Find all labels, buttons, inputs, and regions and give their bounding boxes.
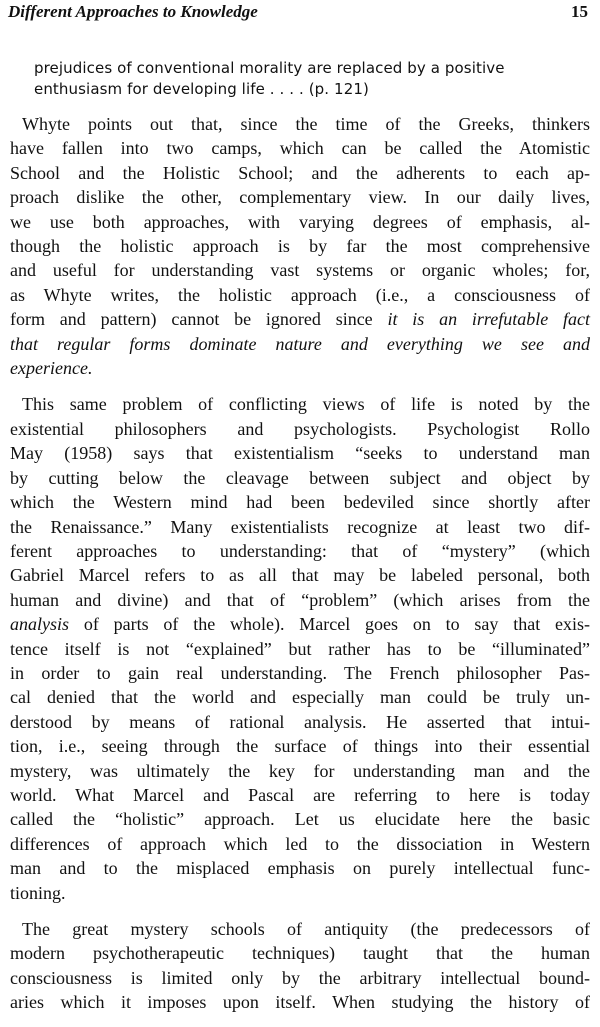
text-line: modern psychotherapeutic techniques) taught that the human: [10, 943, 590, 964]
text-line: we use both approaches, with varying degrees of emphasis, al-: [10, 211, 590, 232]
text-line: which the Western mind had been bedeviled since shortly after: [10, 492, 590, 513]
text-line: differences of approach which led to the dissociation in Western: [10, 833, 590, 854]
text-segment: form and pattern) cannot be ignored since: [10, 309, 388, 330]
emphasized-text: experience.: [10, 358, 93, 379]
text-line: tion, i.e., seeing through the surface of things into their essential: [10, 736, 590, 757]
text-line: Gabriel Marcel refers to as all that may be labeled personal, both: [10, 565, 590, 586]
text-line: [10, 332, 590, 356]
text-line: by cutting below the cleavage between subject and object by: [10, 467, 590, 488]
paragraph-whyte: [10, 112, 590, 380]
page-number: 15: [571, 2, 588, 21]
text-line: in order to gain real understanding. The French philosopher Pas-: [10, 662, 590, 683]
text-line: and useful for understanding vast systems or organic wholes; for,: [10, 260, 590, 281]
text-line: Whyte points out that, since the time of the Greeks, thinkers: [22, 114, 590, 134]
emphasized-text: it is an irrefutable fact: [387, 309, 591, 330]
text-line: The great mystery schools of antiquity (the predecessors of: [22, 919, 590, 939]
block-quote: [34, 58, 582, 100]
paragraph-mystery-schools: [10, 917, 590, 1015]
running-title: Different Approaches to Knowledge: [8, 2, 258, 21]
text-line: man and to the misplaced emphasis on purely intellectual func-: [10, 858, 590, 879]
text-segment: of parts of the whole). Marcel goes on to say that exis-: [69, 614, 590, 635]
text-line: world. What Marcel and Pascal are referring to here is today: [10, 784, 590, 805]
text-line: have fallen into two camps, which can be called the Atomistic: [10, 138, 590, 159]
text-line: tioning.: [10, 882, 66, 903]
text-line: tence itself is not “explained” but rather has to be “illuminated”: [10, 638, 590, 659]
text-line: called the “holistic” approach. Let us elucidate here the basic: [10, 809, 590, 830]
text-line: the Renaissance.” Many existentialists recognize at least two dif-: [10, 516, 590, 537]
paragraph-existential: [10, 392, 590, 905]
text-line: human and divine) and that of “problem” (which arises from the: [10, 589, 590, 610]
quote-line: enthusiasm for developing life . . . . (p. 121): [34, 80, 369, 98]
text-line: [10, 612, 590, 636]
text-line: existential philosophers and psychologists. Psychologist Rollo: [10, 418, 590, 439]
text-line: derstood by means of rational analysis. He asserted that intui-: [10, 711, 590, 732]
text-line: ferent approaches to understanding: that of “mystery” (which: [10, 540, 590, 561]
emphasized-text: analysis: [10, 614, 70, 635]
text-line: This same problem of conflicting views of life is noted by the: [22, 394, 590, 415]
text-line: cal denied that the world and especially man could be truly un-: [10, 687, 590, 708]
running-header: [8, 2, 588, 26]
emphasized-text: that regular forms dominate nature and everything we see and: [10, 333, 590, 354]
quote-line: prejudices of conventional morality are replaced by a positive: [34, 59, 505, 77]
text-line: though the holistic approach is by far the most comprehensive: [10, 236, 590, 257]
body-text: [10, 112, 590, 1027]
text-line: mystery, was ultimately the key for understanding man and the: [10, 760, 590, 781]
text-line: [10, 307, 590, 331]
text-line: School and the Holistic School; and the adherents to each ap-: [10, 162, 590, 183]
text-line: consciousness is limited only by the arbitrary intellectual bound-: [10, 967, 590, 988]
text-line: proach dislike the other, complementary view. In our daily lives,: [10, 187, 590, 208]
text-line: May (1958) says that existentialism “seeks to understand man: [10, 443, 590, 464]
text-line: aries which it imposes upon itself. When studying the history of: [10, 992, 590, 1013]
text-line: [10, 356, 590, 380]
text-line: as Whyte writes, the holistic approach (i.e., a consciousness of: [10, 284, 590, 305]
